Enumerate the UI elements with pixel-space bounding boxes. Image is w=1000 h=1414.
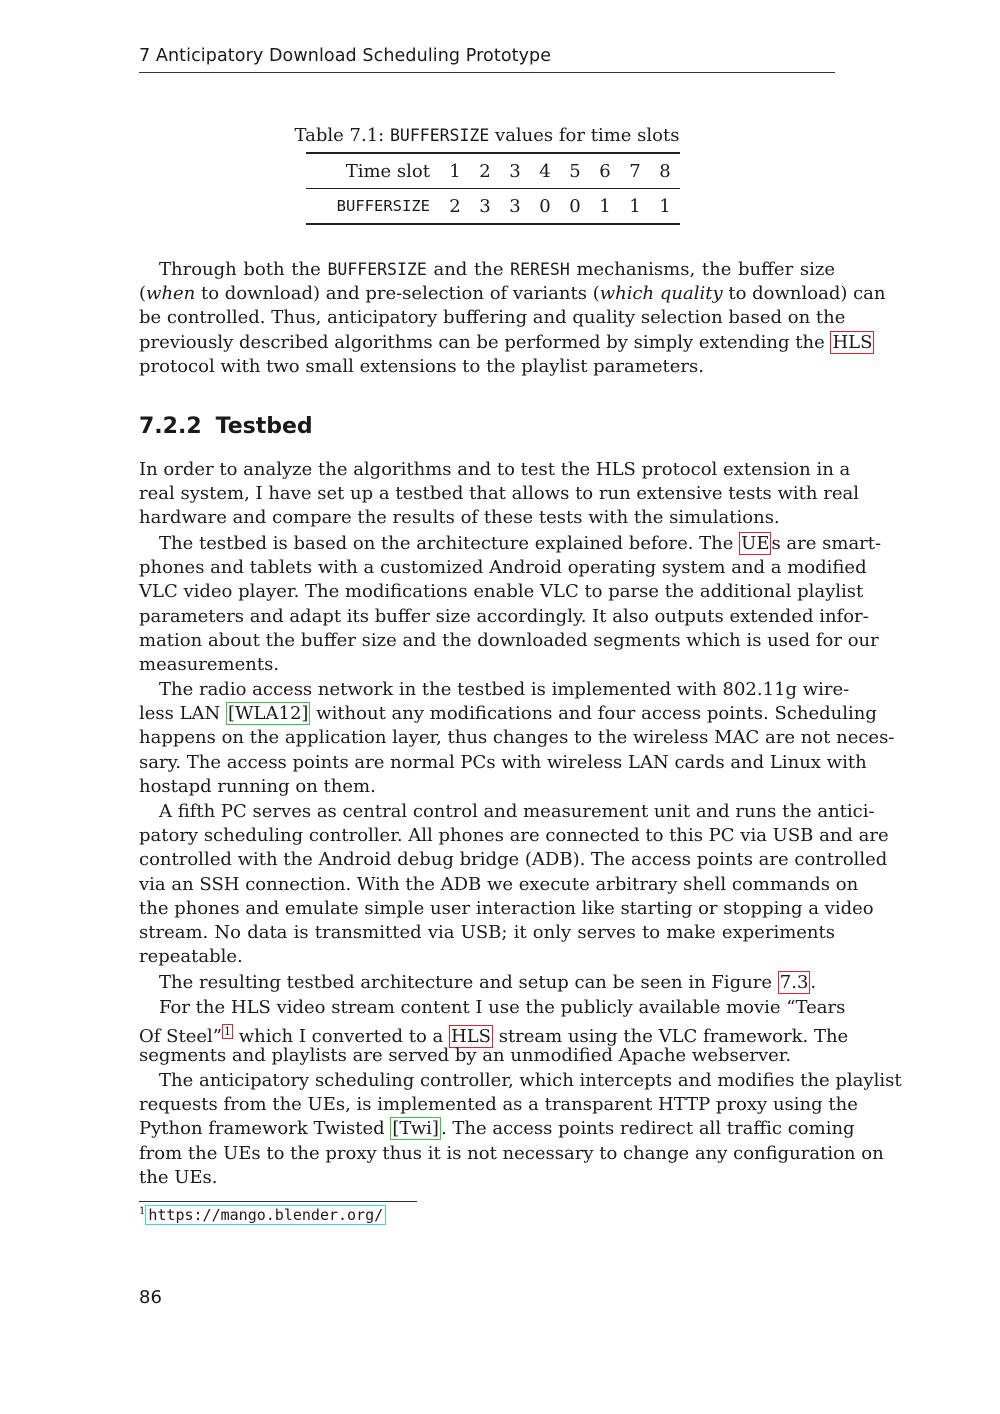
text-line: repeatable.	[139, 946, 243, 968]
paragraph-proxy	[139, 1069, 902, 1190]
table-caption-code: BUFFERSIZE	[389, 126, 490, 145]
acronym-link-ue[interactable]: UE	[741, 533, 770, 554]
text-line: VLC video player. The modifications enable VLC to parse the additional playlist	[139, 581, 864, 603]
text-line: stream. No data is transmitted via USB; it only serves to make experiments	[139, 921, 835, 943]
footnote	[139, 1206, 386, 1224]
table-caption-prefix: Table 7.1:	[294, 125, 390, 146]
text-line: the phones and emulate simple user interaction like starting or stopping a video	[139, 897, 874, 919]
value-cell: 0	[569, 195, 581, 217]
text-line: The radio access network in the testbed is implemented with 802.11g wire-	[159, 679, 850, 700]
text-line: measurements.	[139, 653, 280, 675]
slot-cell: 2	[470, 153, 500, 189]
text-line: The testbed is based on the architecture explained before. The UE s are smart-	[159, 533, 882, 554]
slot-cell: 7	[620, 153, 650, 189]
acronym-link-hls[interactable]: HLS	[832, 331, 873, 353]
table-caption-suffix: values for time slots	[489, 125, 680, 146]
table-caption	[139, 125, 835, 146]
text-line: Python framework Twisted [Twi] . The access points redirect all traffic coming	[139, 1118, 855, 1140]
text-line: hardware and compare the results of these tests with the simulations.	[139, 507, 780, 529]
text-line: protocol with two small extensions to the playlist parameters.	[139, 355, 704, 377]
running-header	[139, 46, 835, 73]
text-line: from the UEs to the proxy thus it is not necessary to change any configuration on	[139, 1142, 884, 1164]
text-line: real system, I have set up a testbed that allows to run extensive tests with real	[139, 483, 859, 505]
value-cell: 2	[449, 195, 461, 217]
text-line: controlled with the Android debug bridge (ADB). The access points are controlled	[139, 849, 888, 871]
page-number: 86	[139, 1287, 162, 1308]
text-line: be controlled. Thus, anticipatory buffering and quality selection based on the	[139, 307, 846, 329]
slot-cell: 3	[500, 153, 530, 189]
footnote-link[interactable]: 1	[223, 1025, 231, 1039]
text-line: The anticipatory scheduling controller, which intercepts and modifies the playlist	[159, 1070, 902, 1091]
footnote-rule	[139, 1201, 417, 1202]
text-line: A fifth PC serves as central control and measurement unit and runs the antici-	[159, 801, 875, 822]
section-number: 7.2.2	[139, 414, 202, 439]
paragraph-video-content	[139, 996, 849, 1069]
paragraph-figure-ref	[139, 971, 835, 995]
paragraph-architecture	[139, 532, 882, 677]
text-line: The resulting testbed architecture and setup can be seen in Figure 7.3 .	[159, 972, 817, 993]
paragraph-buffer-mechanisms	[139, 258, 886, 379]
table-header-label: Time slot	[306, 153, 440, 189]
text-line: happens on the application layer, thus changes to the wireless MAC are not neces-	[139, 727, 895, 749]
text-line: sary. The access points are normal PCs with wireless LAN cards and Linux with	[139, 751, 867, 773]
citation-link-twi[interactable]: [Twi]	[392, 1118, 439, 1140]
text-line: mation about the buffer size and the downloaded segments which is used for our	[139, 629, 879, 651]
slot-cell: 4	[530, 153, 560, 189]
text-line: For the HLS video stream content I use the publicly available movie “Tears	[159, 997, 846, 1018]
buffersize-table	[306, 152, 680, 225]
running-header-title: 7 Anticipatory Download Scheduling Prototype	[139, 46, 552, 66]
paragraph-control-unit	[139, 800, 889, 969]
value-cell: 1	[629, 195, 641, 217]
text-line: via an SSH connection. With the ADB we execute arbitrary shell commands on	[139, 873, 859, 895]
text-line: (when to download) and pre-selection of variants (which quality to download) can	[139, 283, 886, 305]
section-title: Testbed	[215, 414, 313, 439]
text-line: segments and playlists are served by an unmodified Apache webserver.	[139, 1045, 792, 1067]
table-row-label: BUFFERSIZE	[336, 197, 430, 215]
text-line: previously described algorithms can be performed by simply extending the HLS	[139, 331, 873, 353]
code-buffersize: BUFFERSIZE	[327, 260, 427, 279]
value-cell: 0	[539, 195, 551, 217]
citation-link-wla12[interactable]: [WLA12]	[228, 703, 309, 725]
section-heading	[139, 414, 313, 439]
text-line: less LAN [WLA12] without any modifications and four access points. Scheduling	[139, 703, 877, 725]
text-line: patory scheduling controller. All phones are connected to this PC via USB and are	[139, 825, 889, 847]
slot-cell: 8	[650, 153, 680, 189]
text-line: phones and tablets with a customized Android operating system and a modified	[139, 557, 867, 579]
value-cell: 3	[479, 195, 491, 217]
value-cell: 1	[599, 195, 611, 217]
code-reresh: RERESH	[510, 260, 570, 279]
footnote-mark: 1	[139, 1206, 146, 1217]
slot-cell: 5	[560, 153, 590, 189]
text-line: In order to analyze the algorithms and to test the HLS protocol extension in a	[139, 459, 851, 480]
table-row	[306, 189, 680, 225]
text-line: the UEs.	[139, 1166, 218, 1188]
value-cell: 1	[659, 195, 671, 217]
slot-cell: 6	[590, 153, 620, 189]
value-cell: 3	[509, 195, 521, 217]
text-line: Of Steel” $^1$ which I converted to a HLS stream using the VLC framework. The	[139, 1025, 849, 1048]
text-line: requests from the UEs, is implemented as a transparent HTTP proxy using the	[139, 1094, 858, 1116]
text-line: hostapd running on them.	[139, 775, 376, 797]
paragraph-radio-network	[139, 678, 895, 799]
acronym-link-hls[interactable]: HLS	[451, 1026, 491, 1048]
text-line: parameters and adapt its buffer size accordingly. It also outputs extended infor-	[139, 605, 869, 627]
footnote-url-link[interactable]: https://mango.blender.org/	[145, 1205, 386, 1225]
table-header-row	[306, 153, 680, 189]
paragraph-testbed-intro	[139, 458, 859, 531]
slot-cell: 1	[440, 153, 470, 189]
figure-link-7-3[interactable]: 7.3	[779, 972, 809, 993]
text-line: Through both the BUFFERSIZE and the RERESH mechanisms, the buffer size	[159, 259, 835, 280]
